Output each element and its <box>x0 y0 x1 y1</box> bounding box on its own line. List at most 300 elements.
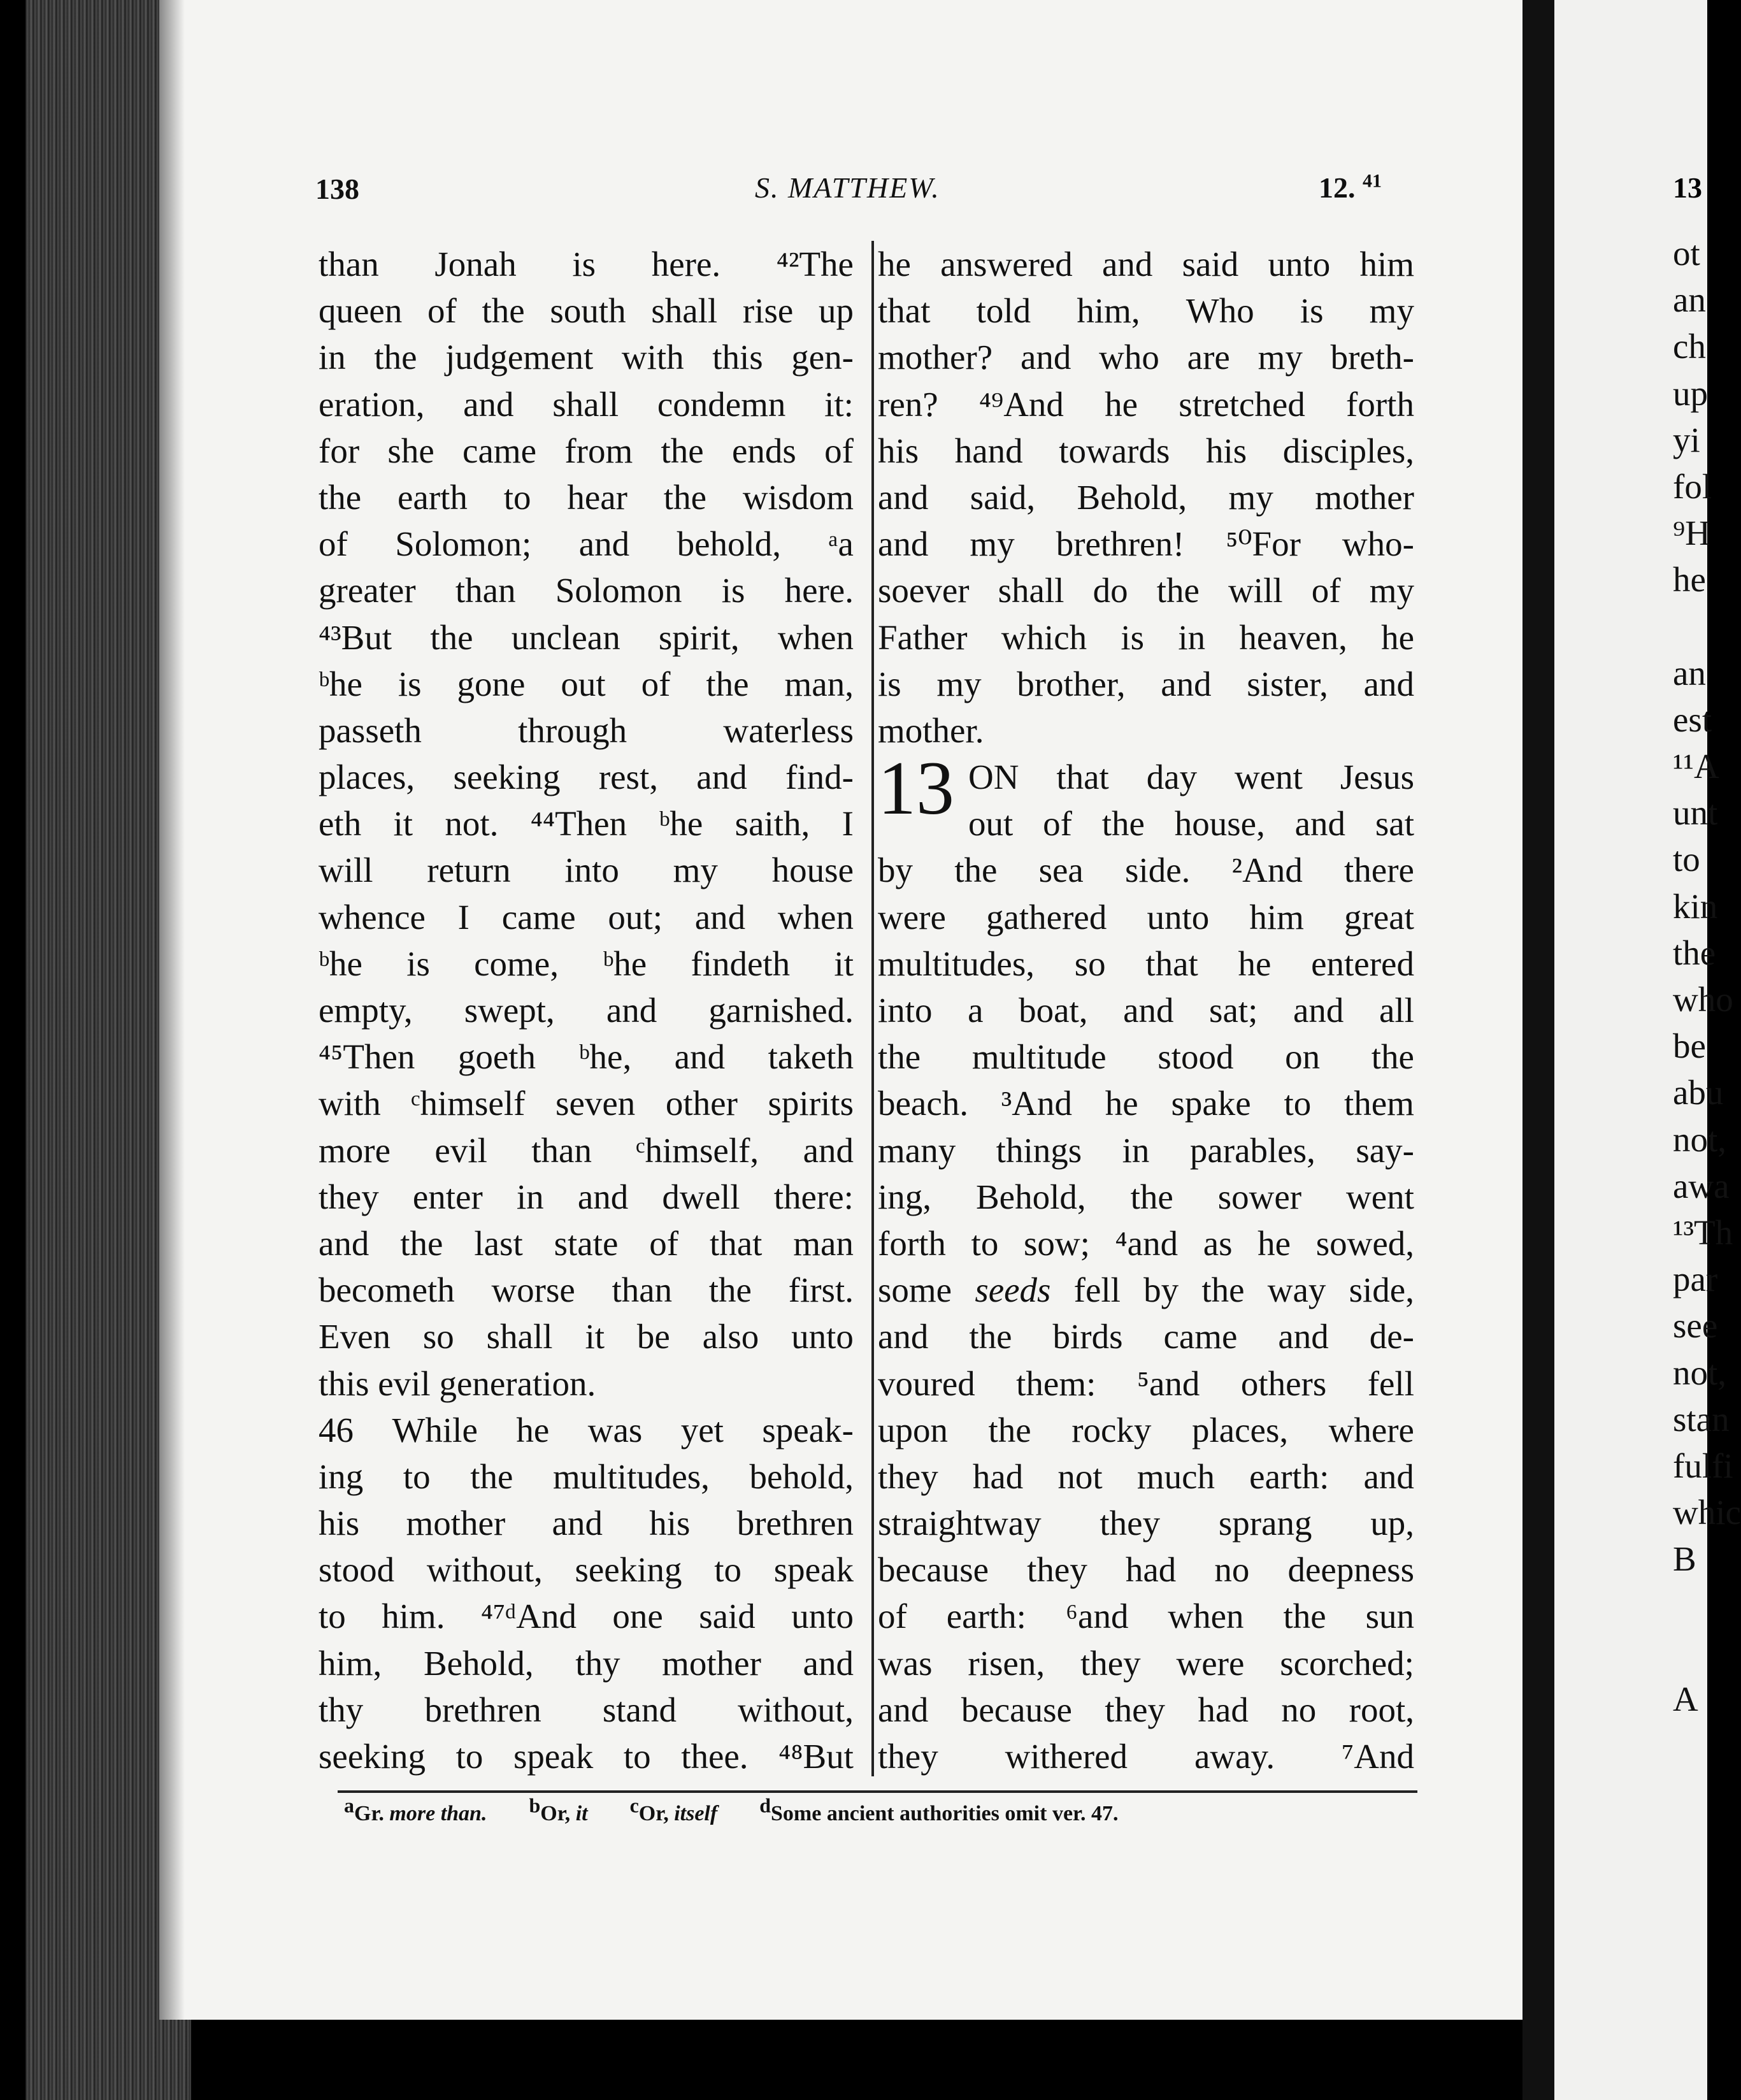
word: ends <box>732 431 796 470</box>
text-line <box>319 381 854 428</box>
word: away. <box>1194 1737 1275 1776</box>
word: is <box>721 571 745 610</box>
word: worse <box>491 1270 575 1310</box>
word: man <box>793 1223 854 1263</box>
word: side. <box>1125 851 1191 890</box>
text-line <box>878 474 1414 521</box>
word: mother? <box>878 338 993 377</box>
word: they <box>878 1737 938 1776</box>
word: man, <box>784 664 854 703</box>
word: that <box>1145 944 1198 983</box>
facing-page-line: he <box>1673 560 1706 600</box>
text-line <box>878 1033 1414 1080</box>
word: which <box>1001 617 1087 657</box>
word: the <box>1371 1037 1414 1077</box>
word: also <box>702 1317 759 1356</box>
footnote-item <box>759 1794 1119 1826</box>
word: heaven, <box>1239 617 1347 657</box>
word: queen <box>319 291 403 331</box>
footnote-text: Gr. <box>354 1802 390 1825</box>
text-line <box>319 894 854 940</box>
text-line <box>878 987 1414 1033</box>
word: empty, <box>319 991 413 1030</box>
word: him <box>1359 245 1414 284</box>
text-line <box>968 800 1414 847</box>
text-line <box>878 381 1414 428</box>
word: spirit, <box>658 617 740 657</box>
word: to <box>319 1597 346 1636</box>
word: stood <box>1157 1037 1234 1077</box>
word: them: <box>1016 1363 1096 1403</box>
text-line <box>878 1267 1414 1313</box>
text-line <box>319 800 854 847</box>
word: in <box>1122 1130 1150 1170</box>
word: and <box>694 897 746 937</box>
word: ⁶and <box>1065 1597 1129 1636</box>
word: his <box>319 1504 360 1543</box>
word: multitude <box>971 1037 1107 1077</box>
word: I <box>842 804 854 844</box>
word: becometh <box>319 1270 455 1310</box>
text-line <box>878 1127 1414 1174</box>
word: them <box>1343 1084 1414 1123</box>
word: stood <box>319 1550 395 1590</box>
word: here. <box>784 571 854 610</box>
chapter-13-opening <box>878 745 1414 847</box>
word: into <box>878 991 933 1030</box>
word: without, <box>426 1550 543 1590</box>
facing-page-text <box>1554 230 1741 1722</box>
word: thee. <box>681 1737 749 1776</box>
word: is <box>1300 291 1324 331</box>
word: they <box>319 1177 379 1216</box>
word: beach. <box>878 1084 968 1123</box>
footnote-mark: d <box>759 1794 771 1817</box>
word: came <box>1163 1317 1238 1356</box>
word: and <box>1294 804 1346 844</box>
word: entered <box>1311 944 1414 983</box>
word: hand <box>954 431 1023 470</box>
chapter-verse-ref <box>1319 171 1382 205</box>
word: ⁴³But <box>319 617 392 657</box>
text-line <box>319 1407 854 1453</box>
word: when <box>777 617 854 657</box>
word: my <box>1369 571 1414 610</box>
word: Behold, <box>1077 477 1187 517</box>
text-line <box>878 334 1414 380</box>
word: some <box>878 1270 952 1310</box>
word: judgement <box>445 338 594 377</box>
word: and <box>1161 664 1212 703</box>
word: speak <box>513 1737 594 1776</box>
word: state <box>554 1223 619 1263</box>
footnote-item <box>629 1794 718 1826</box>
word: were <box>878 897 946 937</box>
word: went <box>1235 758 1303 797</box>
word: ⁴⁴Then <box>530 804 627 844</box>
word: side, <box>1349 1270 1414 1310</box>
facing-page-line <box>1673 1629 1707 1676</box>
text-line <box>319 1360 854 1407</box>
word: of <box>641 664 671 703</box>
footnote-mark: c <box>629 1794 639 1817</box>
text-line <box>878 241 1414 287</box>
word: stretched <box>1179 384 1305 424</box>
word: one <box>612 1597 663 1636</box>
word: things <box>996 1130 1082 1170</box>
word: my <box>1369 291 1414 331</box>
text-line <box>319 1033 854 1080</box>
word: much <box>1136 1456 1215 1496</box>
word: to <box>714 1550 742 1590</box>
text-line <box>968 754 1414 800</box>
word: shall <box>998 571 1064 610</box>
word: he <box>1381 617 1414 657</box>
word: wisdom <box>742 477 854 517</box>
word: ⁷And <box>1342 1737 1414 1776</box>
word: this evil generation. <box>319 1363 596 1403</box>
word: it <box>585 1317 605 1356</box>
page-number: 138 <box>315 173 359 205</box>
facing-page-line: est <box>1673 700 1712 739</box>
footnote-italic: more than. <box>389 1802 487 1825</box>
word: yet <box>680 1410 724 1449</box>
word: stand <box>602 1690 677 1729</box>
word: voured <box>878 1363 975 1403</box>
word: ing <box>319 1456 364 1496</box>
word: they <box>1105 1690 1165 1729</box>
word: him, <box>319 1643 382 1683</box>
footnote-rule <box>338 1790 1417 1793</box>
word: sister, <box>1247 664 1328 703</box>
facing-page-line: ch <box>1673 327 1706 366</box>
word: seven <box>555 1084 636 1123</box>
word: ⁵⁰For <box>1226 524 1301 564</box>
word: the <box>663 477 706 517</box>
word: sun <box>1365 1597 1414 1636</box>
word: from <box>564 431 633 470</box>
word: rise <box>742 291 794 331</box>
word: say- <box>1356 1130 1414 1170</box>
word: gone <box>457 664 526 703</box>
word: no <box>1214 1550 1250 1590</box>
word: mother <box>662 1643 761 1683</box>
word: and <box>463 384 514 424</box>
footnote-text: Some ancient authorities omit ver. 47. <box>771 1802 1119 1825</box>
word: goeth <box>457 1037 536 1077</box>
text-line <box>319 1174 854 1220</box>
word: ᵇhe <box>319 664 362 703</box>
facing-page-line: A <box>1673 1679 1698 1718</box>
page-binding-shadow <box>159 0 185 2020</box>
word: said <box>1182 245 1239 284</box>
word: so <box>1074 944 1106 983</box>
word: he <box>1238 944 1272 983</box>
text-line <box>878 1220 1414 1267</box>
word: seeds <box>975 1270 1051 1310</box>
text-line <box>878 661 1414 707</box>
word: the <box>482 291 525 331</box>
facing-page-line: ot <box>1673 234 1700 273</box>
text-line <box>319 1220 854 1267</box>
word: rocky <box>1071 1410 1152 1449</box>
word: without, <box>738 1690 854 1729</box>
text-line <box>878 1640 1414 1686</box>
text-line <box>878 940 1414 987</box>
word: when <box>1168 1597 1244 1636</box>
word: it <box>393 804 413 844</box>
word: ⁵and <box>1136 1363 1200 1403</box>
word: of <box>427 291 457 331</box>
word: and <box>1020 338 1071 377</box>
footnote-text: Or, <box>638 1802 675 1825</box>
word: she <box>387 431 434 470</box>
word: in <box>319 338 346 377</box>
text-line <box>878 1733 1414 1780</box>
word: ⁴⁵Then <box>319 1037 415 1077</box>
word: ⁴⁸But <box>778 1737 854 1776</box>
word: to <box>971 1223 999 1263</box>
word: ⁴and <box>1115 1223 1179 1263</box>
text-line <box>319 241 854 287</box>
word: not <box>1057 1456 1103 1496</box>
text-line <box>878 1080 1414 1126</box>
facing-page-line: stan <box>1673 1399 1730 1439</box>
word: his <box>1205 431 1247 470</box>
word: told <box>976 291 1031 331</box>
word: is <box>398 664 422 703</box>
word: came <box>462 431 537 470</box>
word: ᵇhe <box>603 944 647 983</box>
word: ⁴⁷ᵈAnd <box>480 1597 577 1636</box>
word: mother. <box>878 710 984 750</box>
word: and <box>578 524 630 564</box>
word: than <box>531 1130 592 1170</box>
word: do <box>1093 571 1128 610</box>
word: fell <box>1367 1363 1414 1403</box>
word: of <box>878 1597 907 1636</box>
word: him <box>1249 897 1304 937</box>
word: the <box>969 1317 1012 1356</box>
word: it: <box>824 384 854 424</box>
word: unto <box>791 1317 854 1356</box>
text-line <box>319 1267 854 1313</box>
facing-page-line: be <box>1673 1026 1706 1066</box>
word: and <box>878 477 929 517</box>
word: and <box>552 1504 603 1543</box>
word: and <box>878 524 929 564</box>
word: my <box>1257 338 1303 377</box>
word: evil <box>434 1130 487 1170</box>
word: shall <box>486 1317 553 1356</box>
word: a <box>968 991 984 1030</box>
text-line <box>319 987 854 1033</box>
word: had <box>972 1456 1024 1496</box>
facing-page-line <box>1673 603 1707 650</box>
word: Solomon <box>555 571 682 610</box>
word: and <box>803 1643 854 1683</box>
word: shall <box>552 384 619 424</box>
word: said, <box>970 477 1036 517</box>
word: was <box>587 1410 643 1449</box>
text-line <box>878 1360 1414 1407</box>
word: shall <box>651 291 718 331</box>
text-line <box>319 1733 854 1780</box>
word: that <box>878 291 931 331</box>
word: I <box>457 897 469 937</box>
word: find- <box>785 758 854 797</box>
word: towards <box>1059 431 1170 470</box>
word: sat <box>1375 804 1414 844</box>
word: they <box>878 1456 938 1496</box>
text-line <box>319 1127 854 1174</box>
text-line <box>319 474 854 521</box>
word: out <box>561 664 606 703</box>
facing-page-line: fulfi <box>1673 1446 1733 1485</box>
word: the <box>1201 1270 1245 1310</box>
word: and <box>1102 245 1153 284</box>
word: it <box>834 944 854 983</box>
word: all <box>1379 991 1414 1030</box>
facing-page-line: not, <box>1673 1353 1727 1392</box>
word: is <box>406 944 430 983</box>
word: for <box>319 431 360 470</box>
text-line <box>878 1174 1414 1220</box>
text-line <box>878 1453 1414 1500</box>
facing-page-line: unt <box>1673 793 1718 833</box>
word: Father <box>878 617 968 657</box>
word: seeking <box>319 1737 426 1776</box>
facing-page-line <box>1673 1582 1707 1629</box>
word: seeking <box>453 758 561 797</box>
word: up, <box>1370 1504 1414 1543</box>
word: places, <box>319 758 415 797</box>
word: through <box>518 710 627 750</box>
word: of <box>649 1223 679 1263</box>
word: behold, <box>677 524 782 564</box>
text-line <box>319 428 854 474</box>
facing-page-fragment <box>1554 0 1741 2100</box>
word: of <box>319 524 348 564</box>
word: with <box>621 338 684 377</box>
word: in <box>516 1177 544 1216</box>
word: as <box>1203 1223 1233 1263</box>
text-line <box>878 1500 1414 1546</box>
word: and <box>1278 1317 1329 1356</box>
word: de- <box>1369 1317 1414 1356</box>
text-line <box>319 1313 854 1360</box>
word: forth <box>878 1223 946 1263</box>
word: more <box>319 1130 391 1170</box>
word: thy <box>575 1643 620 1683</box>
word: and <box>803 1130 854 1170</box>
word: ²And <box>1231 851 1303 890</box>
word: and <box>1363 664 1414 703</box>
word: because <box>961 1690 1072 1729</box>
word: gathered <box>985 897 1107 937</box>
word: speak- <box>762 1410 854 1449</box>
word: Jesus <box>1340 758 1414 797</box>
word: of <box>824 431 854 470</box>
text-line <box>878 521 1414 567</box>
verse-ref: 41 <box>1363 170 1382 192</box>
word: earth: <box>946 1597 1026 1636</box>
word: behold, <box>749 1456 854 1496</box>
facing-page-line: yi <box>1673 420 1700 459</box>
word: spirits <box>768 1084 854 1123</box>
word: he <box>1105 1084 1138 1123</box>
facing-page-line: an <box>1673 280 1706 320</box>
word: others <box>1240 1363 1327 1403</box>
word: to <box>623 1737 651 1776</box>
text-line <box>319 707 854 754</box>
word: saith, <box>734 804 810 844</box>
word: mother <box>406 1504 506 1543</box>
word: and <box>674 1037 726 1077</box>
word: he <box>1105 384 1138 424</box>
word: sower <box>1217 1177 1302 1216</box>
word: my <box>970 524 1015 564</box>
text-line <box>319 287 854 334</box>
word: out <box>968 804 1014 844</box>
word: greater <box>319 571 416 610</box>
word: and <box>577 1177 629 1216</box>
word: the <box>706 664 749 703</box>
word: upon <box>878 1410 948 1449</box>
text-line <box>319 1546 854 1593</box>
text-line <box>878 1313 1414 1360</box>
word: taketh <box>768 1037 854 1077</box>
word: south <box>550 291 626 331</box>
word: the <box>878 1037 921 1077</box>
facing-page-line: not, <box>1673 1119 1727 1159</box>
word: brethren <box>736 1504 854 1543</box>
word: that <box>709 1223 763 1263</box>
word: of <box>1311 571 1341 610</box>
facing-page-line: kin <box>1673 886 1718 926</box>
word: came <box>501 897 576 937</box>
word: the <box>1156 571 1200 610</box>
word: forth <box>1346 384 1414 424</box>
word: will <box>319 851 373 890</box>
text-line <box>319 1640 854 1686</box>
facing-page-line: ¹³Th <box>1673 1212 1733 1252</box>
footnote-mark: b <box>529 1794 541 1817</box>
word: speak <box>773 1550 854 1590</box>
word: to <box>1284 1084 1312 1123</box>
word: way <box>1267 1270 1326 1310</box>
word: out; <box>608 897 663 937</box>
word: and <box>606 991 657 1030</box>
facing-page-line: an <box>1673 653 1706 693</box>
word: my <box>1228 477 1273 517</box>
text-line <box>319 940 854 987</box>
word: the <box>1101 804 1145 844</box>
word: risen, <box>968 1643 1045 1683</box>
word: condemn <box>657 384 786 424</box>
word: with <box>319 1084 381 1123</box>
footnotes <box>344 1794 1421 1826</box>
word: there: <box>773 1177 854 1216</box>
text-line <box>878 1593 1414 1639</box>
word: breth- <box>1330 338 1414 377</box>
word: and <box>1293 991 1344 1030</box>
word: places, <box>1191 1410 1289 1449</box>
word: other <box>665 1084 738 1123</box>
word: soever <box>878 571 970 610</box>
footnote-italic: itself <box>674 1802 718 1825</box>
word: the <box>430 617 473 657</box>
